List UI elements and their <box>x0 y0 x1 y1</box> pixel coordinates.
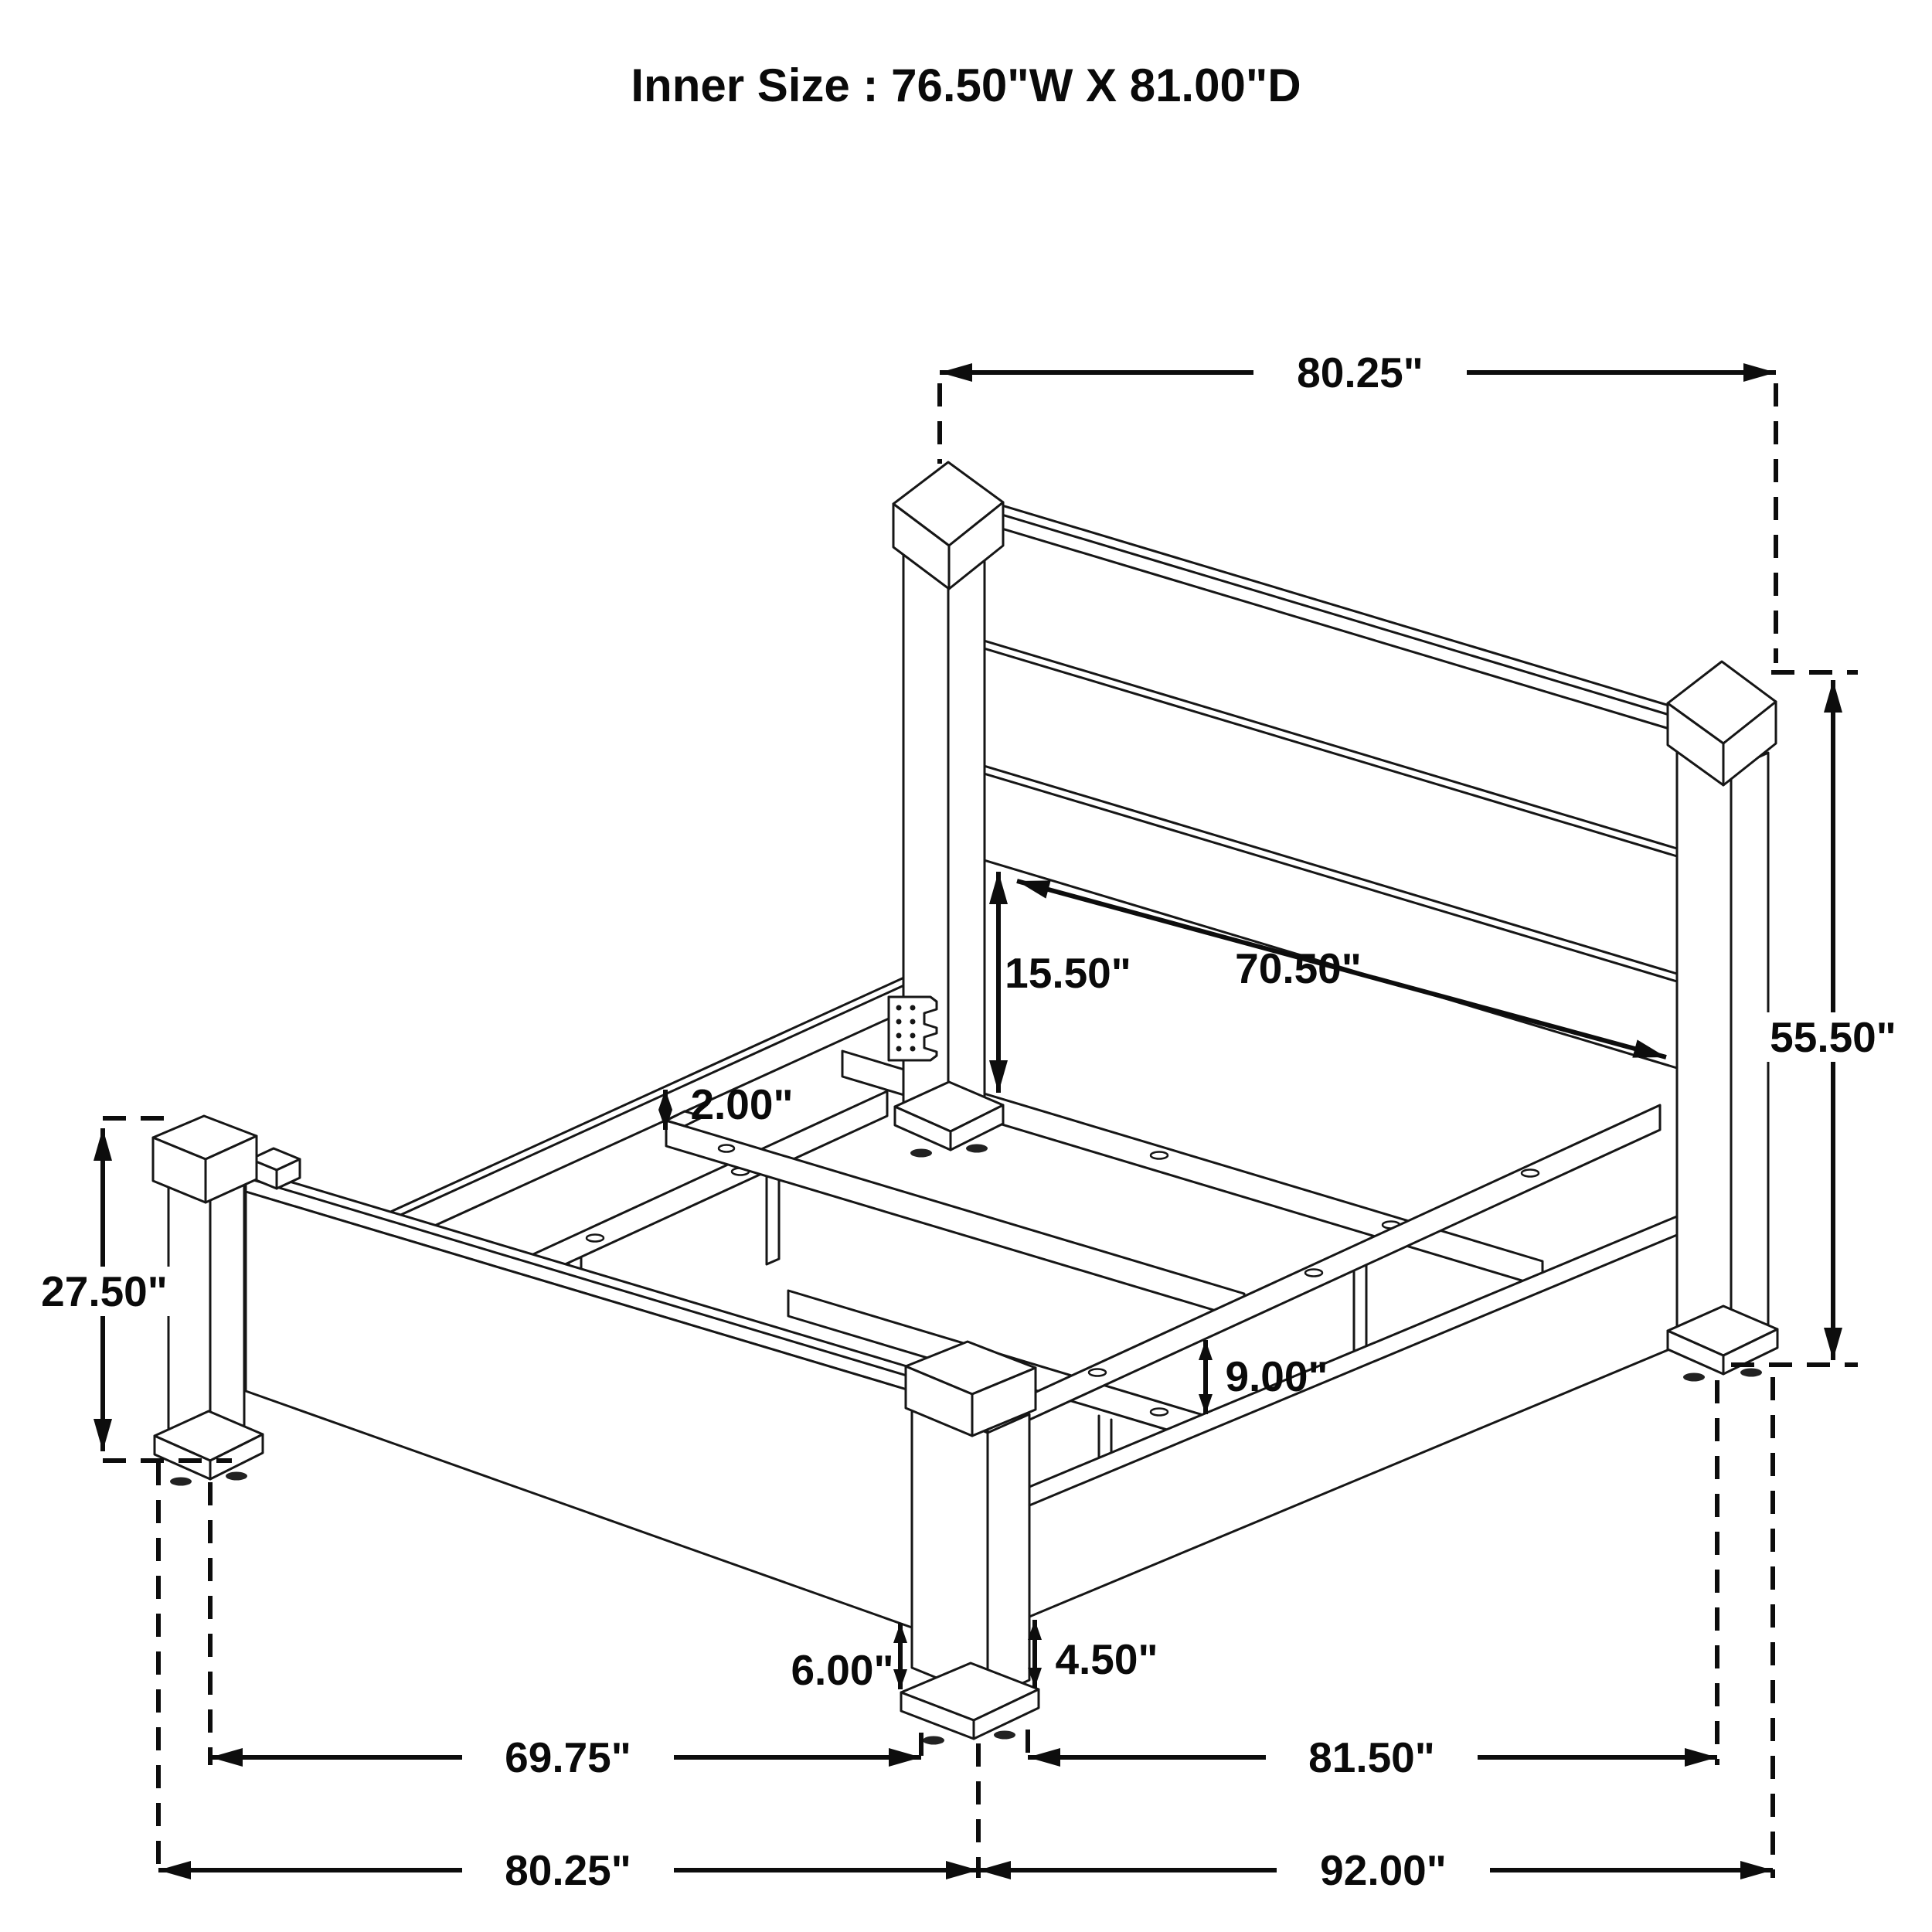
dim-footboard-clearance-label: 6.00" <box>791 1646 894 1694</box>
dim-overall-depth-label: 92.00" <box>1320 1846 1447 1894</box>
dim-slat-thickness-label: 2.00" <box>690 1080 794 1128</box>
footboard <box>246 1148 912 1628</box>
dim-support-spacing-label: 9.00" <box>1225 1352 1328 1400</box>
front-post <box>901 1342 1039 1745</box>
dim-headboard-clearance-label: 15.50" <box>1005 949 1131 997</box>
dim-footboard-width-label: 69.75" <box>505 1733 631 1781</box>
page-title: Inner Size : 76.50"W X 81.00"D <box>631 60 1301 111</box>
dim-overall-width-label: 80.25" <box>505 1846 631 1894</box>
rail-hook-bracket <box>889 997 937 1060</box>
dim-top-width-label: 80.25" <box>1297 349 1423 396</box>
dim-rail-span-label: 81.50" <box>1308 1733 1435 1781</box>
dim-rail-clearance-label: 4.50" <box>1055 1635 1158 1683</box>
dim-headboard-height-label: 55.50" <box>1770 1013 1896 1061</box>
dim-inner-width-label: 70.50" <box>1235 944 1362 992</box>
dim-footboard-height-label: 27.50" <box>41 1267 168 1315</box>
